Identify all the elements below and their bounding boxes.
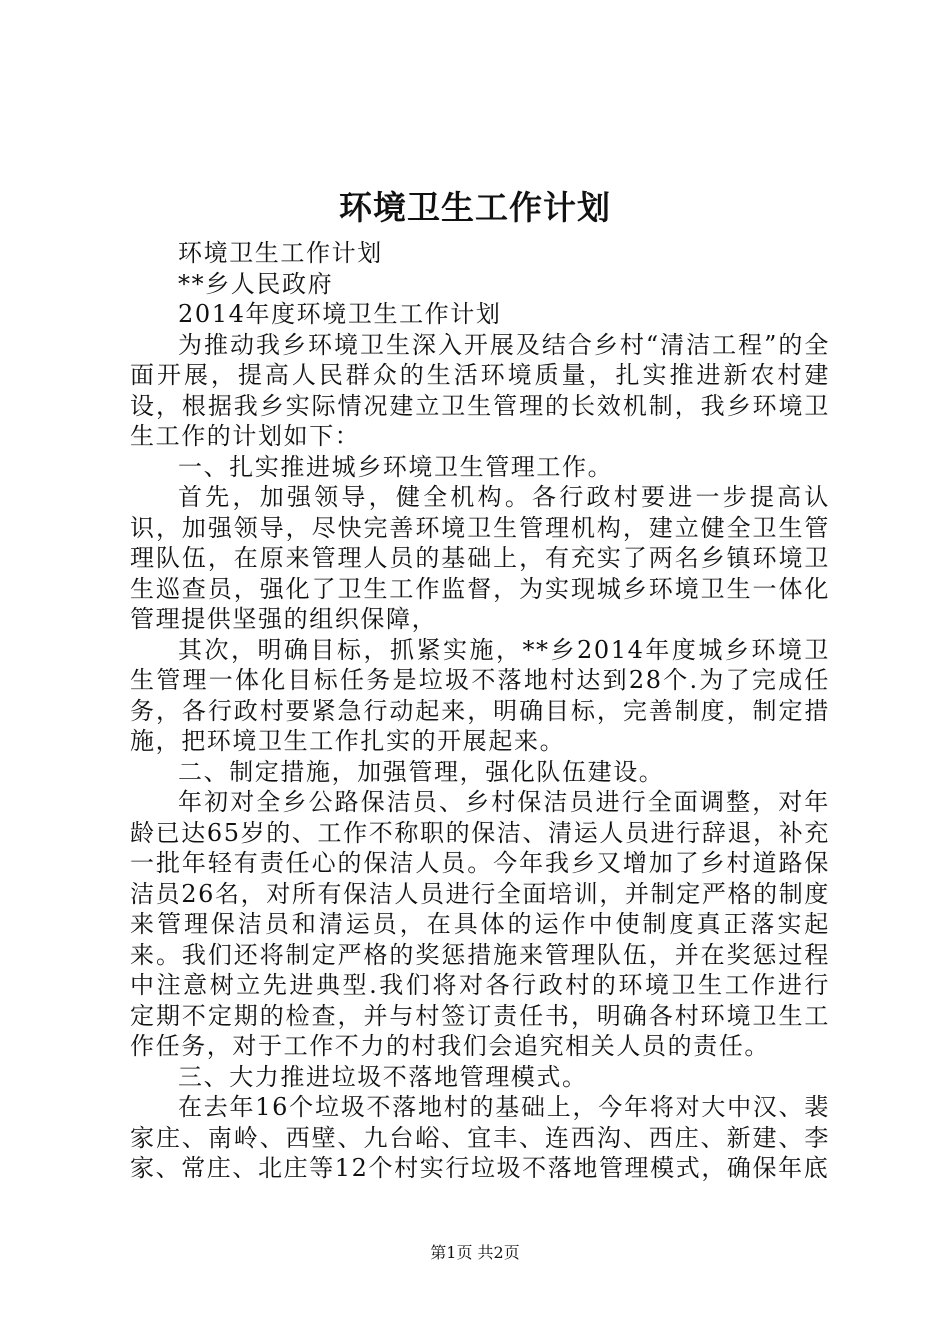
paragraph-heading-1: 环境卫生工作计划 [178, 239, 383, 267]
section-heading-1: 一、扎实推进城乡环境卫生管理工作。 [178, 452, 614, 481]
document-title: 环境卫生工作计划 [339, 188, 611, 227]
section-heading-2: 二、制定措施，加强管理，强化队伍建设。 [178, 757, 665, 786]
paragraph-section1-b: 其次，明确目标，抓紧实施，**乡2014年度城乡环境卫生管理一体化目标任务是垃圾不落地村达到28个.为了完成任务，各行政村要紧急行动起来，明确目标，完善制度，制定措施，把环境卫生工作扎实的开展起来。 [130, 635, 830, 755]
paragraph-section1-a: 首先，加强领导，健全机构。各行政村要进一步提高认识，加强领导，尽快完善环境卫生管理机构，建立健全卫生管理队伍，在原来管理人员的基础上，有充实了两名乡镇环境卫生巡查员，强化了卫生工作监督，为实现城乡环境卫生一体化管理提供坚强的组织保障， [130, 483, 830, 633]
paragraph-section3: 在去年16个垃圾不落地村的基础上，今年将对大中汉、裴家庄、南岭、西壁、九台峪、宜丰、连西沟、西庄、新建、李家、常庄、北庄等12个村实行垃圾不落地管理模式，确保年底 [130, 1093, 830, 1182]
page-number-footer: 第1页 共2页 [430, 1243, 520, 1262]
paragraph-section2: 年初对全乡公路保洁员、乡村保洁员进行全面调整，对年龄已达65岁的、工作不称职的保洁、清运人员进行辞退，补充一批年轻有责任心的保洁人员。今年我乡又增加了乡村道路保洁员26名，对所有保洁人员进行全面培训，并制定严格的制度来管理保洁员和清运员，在具体的运作中使制度真正落实起来。我们还将制定严格的奖惩措施来管理队伍，并在奖惩过程中注意树立先进典型.我们将对各行政村的环境卫生工作进行定期不定期的检查，并与村签订责任书，明确各村环境卫生工作任务，对于工作不力的村我们会追究相关人员的责任。 [130, 788, 830, 1060]
document-body [130, 238, 830, 1184]
section-heading-3: 三、大力推进垃圾不落地管理模式。 [178, 1062, 588, 1091]
paragraph-intro: 为推动我乡环境卫生深入开展及结合乡村“清洁工程”的全面开展，提高人民群众的生活环境质量，扎实推进新农村建设，根据我乡实际情况建立卫生管理的长效机制，我乡环境卫生工作的计划如下： [130, 330, 830, 450]
paragraph-heading-2: 2014年度环境卫生工作计划 [178, 300, 502, 328]
paragraph-issuer: **乡人民政府 [178, 269, 334, 298]
